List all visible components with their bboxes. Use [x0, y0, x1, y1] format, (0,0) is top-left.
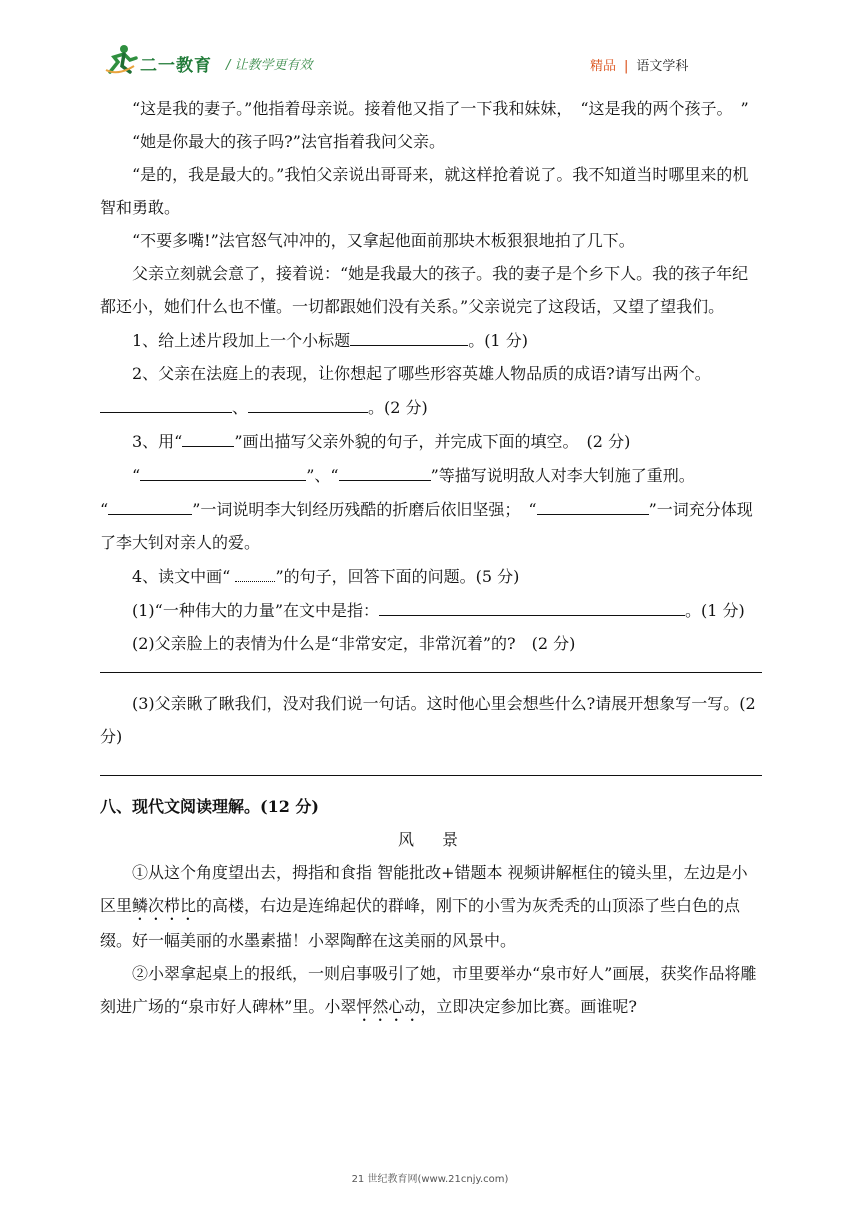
text: ，立即决定参加比赛。画谁呢? — [420, 997, 637, 1016]
answer-blank[interactable] — [248, 390, 368, 413]
brand-label — [590, 55, 688, 74]
question-4-3: (3)父亲瞅了瞅我们，没对我们说一句话。这时他心里会想些什么?请展开想象写一写。(2 分) — [100, 694, 756, 746]
quote-mark: ”、“ — [306, 466, 339, 485]
page-header — [0, 0, 860, 80]
passage-paragraph: “她是你最大的孩子吗?”法官指着我问父亲。 — [132, 132, 445, 151]
question-text: 3、用“ — [132, 432, 183, 451]
passage-paragraph — [100, 957, 762, 1025]
answer-line[interactable] — [100, 775, 762, 776]
question-score: 。(1 分) — [468, 331, 528, 350]
brand-separator: | — [624, 59, 629, 74]
answer-blank[interactable] — [350, 323, 468, 346]
passage-title: 风 景 — [397, 830, 464, 849]
emphasized-phrase: 鳞次栉比 — [132, 896, 197, 915]
underline-sample — [182, 424, 234, 447]
emphasized-phrase: 怦然心动 — [356, 997, 421, 1016]
answer-blank[interactable] — [140, 458, 306, 481]
question-3 — [100, 424, 762, 458]
answer-blank[interactable] — [108, 492, 192, 515]
question-text: ”的句子，回答下面的问题。(5 分) — [275, 567, 520, 586]
slogan: / 让教学更有效 — [226, 58, 313, 73]
answer-line[interactable] — [100, 672, 762, 673]
section-heading: 八、现代文阅读理解。(12 分) — [100, 797, 319, 816]
question-score: 。(1 分) — [685, 601, 745, 620]
question-2 — [100, 357, 762, 424]
question-text: ”画出描写父亲外貌的句子，并完成下面的填空。 (2 分) — [234, 432, 631, 451]
text: ①从这个角度望出去，拇指和食指 智能批改+错题本 视频讲解框住的镜头里，左边是小区里 — [100, 863, 748, 915]
passage-paragraph: “不要多嘴!”法官怒气冲冲的，又拿起他面前那块木板狠狠地拍了几下。 — [132, 231, 635, 250]
quote-mark: “ — [100, 500, 109, 519]
answer-blank[interactable] — [339, 458, 431, 481]
passage-paragraph: “这是我的妻子。”他指着母亲说。接着他又指了一下我和妹妹， “这是我的两个孩子。 ” — [132, 99, 749, 118]
subject-label: 语文学科 — [636, 59, 689, 74]
answer-blank[interactable] — [537, 492, 649, 515]
text: ②小翠拿起桌上的报纸，一则启事吸引了她，市里要举办“泉市好人”画展，获奖作品将雕刻进广场的“泉市好人碑林”里。小翠 — [100, 964, 757, 1016]
passage-paragraph — [100, 856, 762, 957]
answer-blank[interactable] — [100, 390, 232, 413]
question-1 — [100, 323, 762, 357]
question-text: ”等描写说明敌人对李大钊施了重刑。 — [430, 466, 695, 485]
runner-logo-icon — [104, 44, 138, 74]
passage-paragraph: 父亲立刻就会意了，接着说：“她是我最大的孩子。我的妻子是个乡下人。我的孩子年纪都还小，她们什么也不懂。一切都跟她们没有关系。”父亲说完了这段话，又望了望我们。 — [100, 264, 749, 316]
question-4 — [100, 559, 762, 593]
question-3-fill-1 — [100, 458, 762, 492]
document-body — [100, 92, 762, 1025]
answer-blank[interactable] — [379, 593, 685, 616]
page-footer: 21 世纪教育网(www.21cnjy.com) — [351, 1174, 509, 1185]
separator: 、 — [232, 398, 249, 417]
underline-sample — [235, 559, 275, 582]
question-text: (1)“一种伟大的力量”在文中是指： — [132, 601, 380, 620]
quality-label: 精品 — [590, 59, 617, 74]
question-text: 1、给上述片段加上一个小标题 — [132, 331, 351, 350]
question-text: 4、读文中画“ — [132, 567, 236, 586]
question-score: 。(2 分) — [368, 398, 428, 417]
quote-mark: “ — [132, 466, 141, 485]
question-text: ”一词说明李大钊经历残酷的折磨后依旧坚强； “ — [192, 500, 537, 519]
text: 的高楼，右边是连绵起伏的群峰，刚下的小雪为灰秃秃的山顶添了些白色的点缀。好一幅美丽的水墨素描！小翠陶醉在这美丽的风景中。 — [100, 896, 741, 950]
question-3-fill-2 — [100, 492, 762, 559]
passage-paragraph: “是的，我是最大的。”我怕父亲说出哥哥来，就这样抢着说了。我不知道当时哪里来的机智和勇敢。 — [100, 165, 749, 217]
question-4-1 — [100, 593, 762, 627]
question-text: ”一词充分体现了李大钊对亲人的爱。 — [100, 500, 753, 552]
question-text: 2、父亲在法庭上的表现，让你想起了哪些形容英雄人物品质的成语?请写出两个。 — [132, 364, 711, 383]
question-4-2: (2)父亲脸上的表情为什么是“非常安定，非常沉着”的? (2 分) — [132, 634, 576, 653]
logo-text: 二一教育 — [140, 56, 212, 76]
